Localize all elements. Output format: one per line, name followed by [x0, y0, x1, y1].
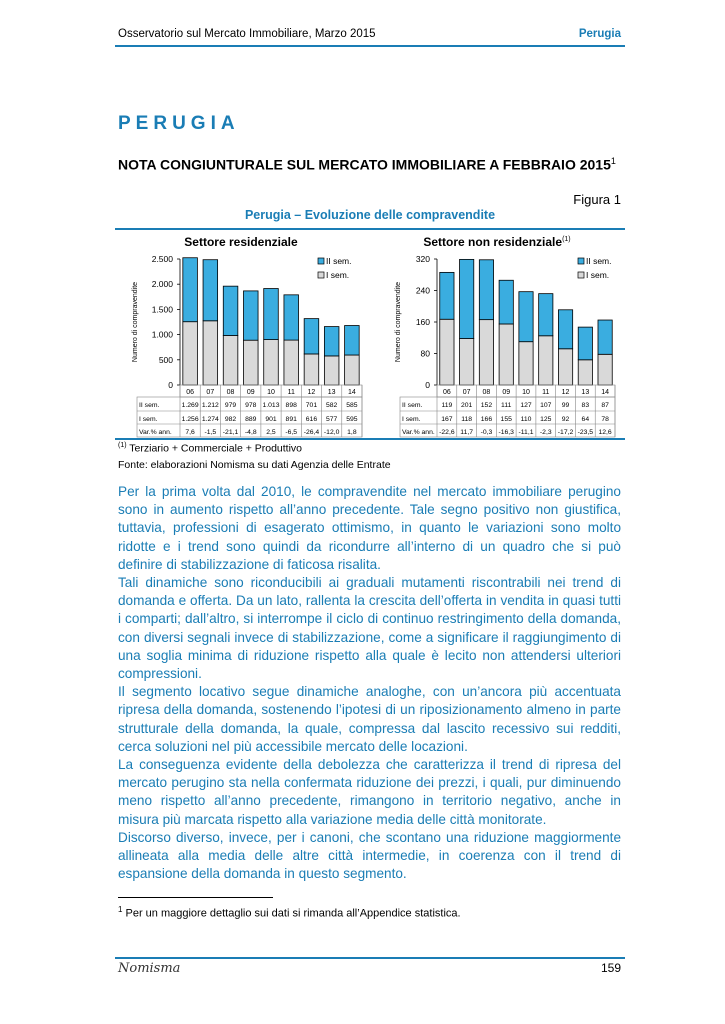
bar-i-sem [243, 340, 258, 385]
y-tick-label: 1.000 [151, 329, 173, 340]
table-cell: 898 [285, 402, 297, 409]
running-header-section: Perugia [578, 28, 621, 40]
footnote-separator [118, 897, 273, 898]
x-tick-label: 07 [206, 389, 215, 396]
bar-i-sem [578, 360, 592, 385]
table-cell: 982 [224, 416, 237, 423]
footer-rule [115, 957, 625, 959]
table-cell: -12,0 [323, 429, 340, 436]
bar-i-sem [598, 354, 612, 385]
chart-title: Settore non residenziale$^{(1)}$ [423, 235, 571, 249]
x-tick-label: 06 [186, 389, 195, 396]
bar-ii-sem [558, 310, 572, 349]
table-cell: -1,5 [204, 429, 217, 436]
table-cell: -21,1 [222, 429, 239, 436]
table-cell: 7,6 [185, 429, 195, 436]
bar-ii-sem [479, 260, 493, 320]
chart-title-note: (1) [562, 236, 571, 243]
table-cell: 1.256 [181, 416, 199, 423]
y-tick-label: 2.500 [151, 254, 173, 264]
figure-note [118, 442, 302, 455]
bar-i-sem [304, 354, 319, 385]
bar-ii-sem [519, 292, 533, 342]
table-cell: 891 [285, 416, 297, 423]
footnote-ref: 1 [610, 156, 616, 166]
bar-ii-sem [243, 291, 258, 340]
legend-swatch-i [578, 272, 584, 278]
y-tick-label: 80 [420, 348, 430, 359]
y-tick-label: 240 [415, 285, 430, 296]
page-number: 159 [600, 961, 621, 975]
table-cell: 107 [540, 402, 552, 409]
table-cell: 11,7 [460, 429, 474, 436]
bar-ii-sem [183, 258, 198, 322]
y-tick-label: 0 [425, 380, 430, 390]
bar-ii-sem [345, 326, 360, 355]
table-cell: 83 [581, 402, 590, 409]
table-cell: 155 [500, 416, 512, 423]
bar-i-sem [203, 321, 218, 385]
legend-label: I sem. [586, 270, 610, 280]
table-cell: 1.212 [201, 402, 219, 409]
bar-i-sem [519, 342, 533, 385]
bar-i-sem [183, 322, 198, 385]
table-cell: 595 [346, 416, 358, 423]
figure-note-text: Terziario + Commerciale + Produttivo [126, 442, 303, 455]
figure-title: Perugia – Evoluzione delle compravendite [244, 208, 496, 222]
x-tick-label: 10 [267, 389, 275, 396]
bar-ii-sem [203, 260, 218, 321]
table-cell: 12,6 [598, 429, 612, 436]
paragraph: Discorso diverso, invece, per i canoni, che scontano una riduzione maggiormente allineata alla media delle altre città intermedie, in coerenza con il trend di espansione della domanda in questo segmento. [118, 829, 621, 882]
x-tick-label: 12 [561, 389, 570, 396]
legend-label: II sem. [586, 256, 612, 266]
paragraph: Il segmento locativo segue dinamiche analoghe, con un’ancora più accentuata ripresa della domanda, sostenendo l’ipotesi di un riposizionamento almeno in parte strutturale della domanda, la quale, compressa dal lascito recessivo sui redditi, cerca soluzioni nel più accessibile mercato delle locazioni. [118, 684, 621, 754]
table-cell: -17,2 [557, 429, 574, 436]
page-title: PERUGIA [118, 113, 240, 134]
table-cell: 2,5 [266, 429, 276, 436]
x-tick-label: 07 [462, 389, 471, 396]
bar-i-sem [284, 340, 299, 385]
table-cell: 119 [441, 402, 453, 409]
table-row-label: II sem. [139, 402, 160, 409]
bar-i-sem [460, 339, 474, 385]
table-row-label: I sem. [402, 416, 421, 423]
bar-ii-sem [440, 272, 454, 319]
legend-label: II sem. [326, 256, 352, 266]
footnote-text: Per un maggiore dettaglio sui dati si rimanda all’Appendice statistica. [122, 907, 461, 920]
table-cell: 125 [540, 416, 552, 423]
table-cell: 127 [520, 402, 532, 409]
table-cell: 1,8 [347, 429, 357, 436]
y-tick-label: 0 [168, 380, 173, 390]
x-tick-label: 13 [581, 389, 590, 396]
table-cell: -6,5 [285, 429, 298, 436]
footnote-mark: 1 [118, 905, 123, 914]
bar-ii-sem [460, 259, 474, 338]
footnote [118, 905, 461, 920]
table-cell: 616 [305, 416, 318, 423]
table-cell: 118 [461, 416, 473, 423]
table-cell: 1.269 [181, 402, 199, 409]
bar-i-sem [223, 336, 238, 385]
table-cell: -16,3 [498, 429, 514, 436]
bar-ii-sem [223, 286, 238, 335]
table-cell: 167 [441, 416, 453, 423]
table-cell: 110 [520, 416, 532, 423]
table-cell: 889 [245, 416, 257, 423]
bar-i-sem [558, 349, 572, 385]
table-cell: -23,5 [577, 429, 594, 436]
table-row-label: II sem. [402, 402, 423, 409]
table-cell: -4,8 [244, 429, 257, 436]
table-cell: 582 [325, 402, 338, 409]
table-cell: -2,3 [539, 429, 552, 436]
y-tick-label: 2.000 [151, 279, 173, 290]
bar-ii-sem [598, 320, 612, 354]
y-tick-label: 320 [415, 254, 430, 264]
bar-ii-sem [324, 327, 339, 356]
table-cell: 87 [601, 402, 609, 409]
x-tick-label: 09 [502, 389, 511, 396]
bar-i-sem [324, 356, 339, 385]
chart-title: Settore residenziale [184, 235, 298, 249]
table-cell: 901 [265, 416, 277, 423]
paragraph: Per la prima volta dal 2010, le compravendite nel mercato immobiliare perugino sono in aumento rispetto all’anno precedente. Tale segno positivo non giustifica, tuttavia, professioni di esagerato ottimismo, in quanto le variazioni sono molto ridotte e i trend sono quindi da ricondurre all’interno di un quadro che si può definire di stabilizzazione di faticosa risalita. [118, 484, 621, 572]
table-cell: -26,4 [303, 429, 320, 436]
x-tick-label: 08 [482, 389, 491, 396]
bar-i-sem [539, 336, 553, 385]
table-cell: -22,6 [439, 429, 455, 436]
table-cell: 585 [346, 402, 358, 409]
y-tick-label: 1.500 [151, 304, 173, 315]
table-cell: 577 [325, 416, 338, 423]
x-tick-label: 06 [442, 389, 451, 396]
x-tick-label: 14 [601, 389, 610, 396]
bar-ii-sem [264, 289, 279, 340]
bar-i-sem [440, 319, 454, 385]
table-cell: 78 [601, 416, 609, 423]
table-cell: 64 [581, 416, 590, 423]
table-cell: 978 [245, 402, 257, 409]
legend-swatch-ii [318, 258, 324, 264]
figure-label: Figura 1 [573, 192, 621, 207]
bar-i-sem [479, 320, 493, 385]
table-cell: 701 [305, 402, 318, 409]
table-cell: 166 [480, 416, 493, 423]
figure-source: Fonte: elaborazioni Nomisma su dati Agenzia delle Entrate [118, 459, 391, 471]
x-tick-label: 09 [246, 389, 255, 396]
legend-swatch-i [318, 272, 324, 278]
paragraph: Tali dinamiche sono riconducibili ai graduali mutamenti riscontrabili nei trend di domanda e offerta. Da un lato, rallenta la crescita dell’offerta in vendita in quasi tutti i comparti; dall’altro, si interrompe il ciclo di continuo restringimento della domanda, con diversi segnali invece di stabilizzazione, come a significare il raggiungimento di una soglia minima di riduzione rispetto alla quale è lecito non attendersi ulteriori compressioni. [118, 575, 621, 682]
charts-figure [0, 0, 725, 445]
bar-ii-sem [539, 294, 553, 336]
y-axis-label: Numero di compravendite [132, 281, 139, 363]
table-cell: -0,3 [480, 429, 493, 436]
x-tick-label: 14 [347, 389, 356, 396]
y-tick-label: 160 [415, 317, 430, 327]
x-tick-label: 12 [307, 389, 316, 396]
x-tick-label: 10 [522, 389, 530, 396]
bar-ii-sem [304, 319, 319, 354]
legend-swatch-ii [578, 258, 584, 264]
x-tick-label: 13 [327, 389, 336, 396]
section-heading-text: NOTA CONGIUNTURALE SUL MERCATO IMMOBILIARE A FEBBRAIO 2015 [118, 156, 611, 173]
figure-note-mark: (1) [118, 442, 127, 449]
table-cell: 99 [561, 402, 570, 409]
bar-i-sem [499, 324, 513, 385]
y-tick-label: 500 [158, 354, 173, 365]
table-cell: 111 [501, 402, 512, 409]
bar-ii-sem [578, 327, 592, 360]
bar-i-sem [264, 340, 279, 385]
x-tick-label: 11 [542, 389, 550, 396]
running-header-title: Osservatorio sul Mercato Immobiliare, Marzo 2015 [118, 28, 376, 40]
table-cell: 1.013 [262, 402, 280, 409]
table-row-label: Var.% ann. [402, 429, 435, 436]
legend-label: I sem. [326, 270, 350, 280]
x-tick-label: 11 [287, 389, 295, 396]
table-row-label: I sem. [139, 416, 158, 423]
nomisma-logo: Nomisma [118, 961, 181, 976]
paragraph: La conseguenza evidente della debolezza che caratterizza il trend di ripresa del mercato perugino sta nella confermata riduzione dei prezzi, i quali, pur diminuendo meno rispetto all’anno precedente, rimangono in territorio negativo, anche in misura più marcata rispetto alla variazione media delle città monitorate. [118, 757, 621, 827]
y-axis-label: Numero di compravendite [395, 281, 402, 363]
x-tick-label: 08 [226, 389, 235, 396]
table-cell: 152 [480, 402, 493, 409]
bar-ii-sem [284, 295, 299, 340]
table-cell: -11,1 [518, 429, 534, 436]
table-cell: 979 [224, 402, 237, 409]
body-text [118, 483, 621, 883]
table-cell: 1.274 [201, 416, 219, 423]
bar-ii-sem [499, 280, 513, 324]
table-cell: 92 [561, 416, 570, 423]
bar-i-sem [345, 355, 360, 385]
table-row-label: Var.% ann. [139, 429, 172, 436]
figure-bottom-rule [115, 438, 625, 440]
table-cell: 201 [460, 402, 473, 409]
